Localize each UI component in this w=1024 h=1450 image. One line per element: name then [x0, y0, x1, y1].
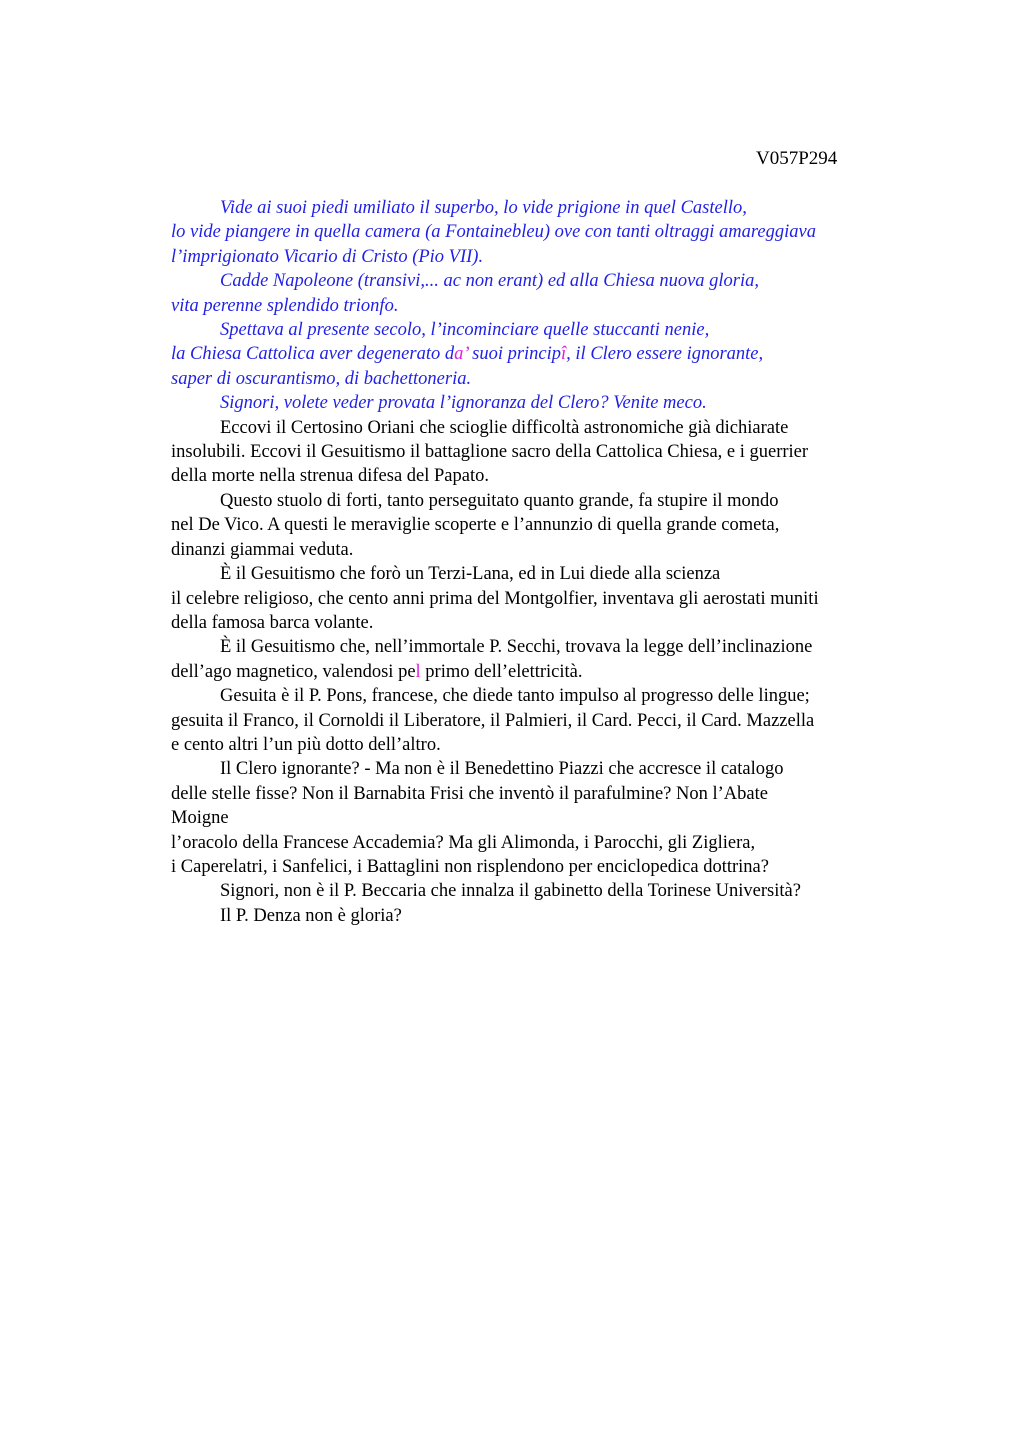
text-line: Spettava al presente secolo, l’incominciare quelle stuccanti nenie,	[220, 320, 710, 341]
text-line: Il Clero ignorante? - Ma non è il Benedettino Piazzi che accresce il catalogo	[220, 759, 784, 780]
text-line: Eccovi il Certosino Oriani che scioglie difficoltà astronomiche già dichiarate	[220, 417, 789, 438]
text-line: delle stelle fisse? Non il Barnabita Frisi che inventò il parafulmine? Non l’Abate	[171, 783, 768, 804]
text-segment: la Chiesa Cattolica aver degenerato d	[171, 344, 455, 365]
text-line: Signori, volete veder provata l’ignoranza del Clero? Venite meco.	[220, 393, 707, 414]
text-line: i Caperelatri, i Sanfelici, i Battaglini non risplendono per enciclopedica dottrina?	[171, 856, 769, 877]
text-line: Gesuita è il P. Pons, francese, che diede tanto impulso al progresso delle lingue;	[220, 686, 810, 707]
highlighted-correction: l	[415, 661, 421, 682]
text-line: insolubili. Eccovi il Gesuitismo il battaglione sacro della Cattolica Chiesa, e i guerrier	[171, 442, 809, 463]
text-segment: primo dell’elettricità.	[420, 661, 583, 682]
text-segment: , il Clero essere ignorante,	[566, 344, 764, 365]
text-segment: suoi princip	[467, 344, 562, 365]
document-body	[171, 196, 911, 928]
text-segment: dell’ago magnetico, valendosi pe	[171, 661, 416, 682]
page-identifier: V057P294	[756, 148, 838, 169]
text-line: lo vide piangere in quella camera (a Fontainebleu) ove con tanti oltraggi amareggiava	[171, 222, 816, 243]
text-line: saper di oscurantismo, di bachettoneria.	[171, 368, 472, 389]
highlighted-correction: a’	[454, 344, 468, 365]
text-line: gesuita il Franco, il Cornoldi il Liberatore, il Palmieri, il Card. Pecci, il Card. Mazzella	[171, 710, 815, 731]
text-line: Moigne	[171, 808, 229, 829]
highlighted-correction: î	[561, 344, 567, 365]
text-line: Cadde Napoleone (transivi,... ac non erant) ed alla Chiesa nuova gloria,	[220, 271, 760, 292]
text-line: dinanzi giammai veduta.	[171, 539, 354, 560]
text-line: della morte nella strenua difesa del Papato.	[171, 466, 489, 487]
text-line: della famosa barca volante.	[171, 612, 374, 633]
text-line: e cento altri l’un più dotto dell’altro.	[171, 734, 441, 755]
text-line: l’imprigionato Vicario di Cristo (Pio VII).	[171, 246, 484, 267]
text-line: Vide ai suoi piedi umiliato il superbo, lo vide prigione in quel Castello,	[220, 198, 747, 218]
text-line: Questo stuolo di forti, tanto perseguitato quanto grande, fa stupire il mondo	[220, 490, 779, 511]
text-line	[171, 342, 911, 366]
text-line	[171, 660, 911, 684]
text-line: È il Gesuitismo che, nell’immortale P. Secchi, trovava la legge dell’inclinazione	[220, 637, 813, 658]
text-line: Il P. Denza non è gloria?	[220, 905, 402, 926]
text-line: nel De Vico. A questi le meraviglie scoperte e l’annunzio di quella grande cometa,	[171, 515, 780, 536]
text-line: il celebre religioso, che cento anni prima del Montgolfier, inventava gli aerostati muniti	[171, 588, 819, 609]
text-line: È il Gesuitismo che forò un Terzi-Lana, ed in Lui diede alla scienza	[220, 564, 721, 585]
text-line: l’oracolo della Francese Accademia? Ma gli Alimonda, i Parocchi, gli Zigliera,	[171, 832, 756, 853]
text-line: Signori, non è il P. Beccaria che innalza il gabinetto della Torinese Università?	[220, 881, 801, 902]
text-line: vita perenne splendido trionfo.	[171, 295, 399, 316]
